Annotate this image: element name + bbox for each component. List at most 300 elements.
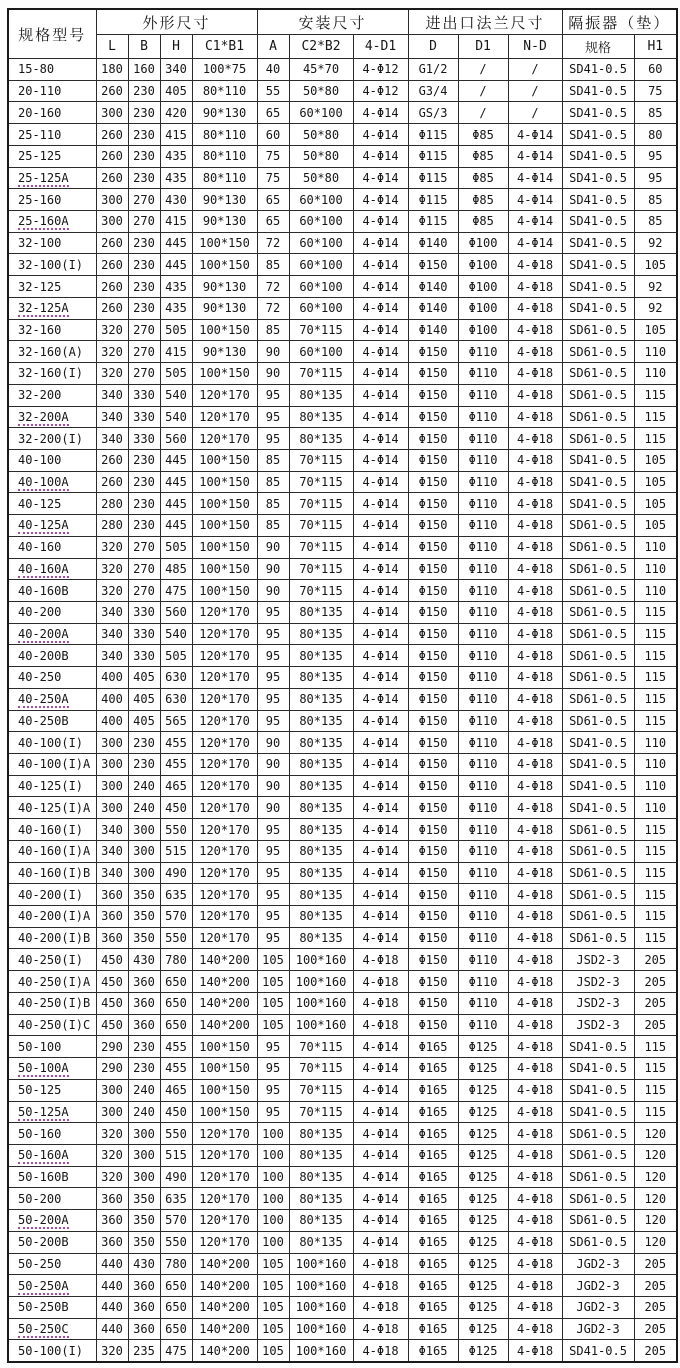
- value-cell: 240: [128, 775, 160, 797]
- value-cell: Φ110: [458, 558, 508, 580]
- value-cell: 4-Φ18: [508, 536, 562, 558]
- value-cell: 40: [257, 59, 289, 81]
- value-cell: 340: [96, 840, 128, 862]
- value-cell: 4-Φ14: [353, 384, 408, 406]
- value-cell: 80: [634, 124, 677, 146]
- table-row: [8, 840, 677, 862]
- table-row: [8, 449, 677, 471]
- value-cell: SD41-0.5: [562, 59, 634, 81]
- value-cell: 4-Φ18: [508, 319, 562, 341]
- value-cell: 340: [96, 384, 128, 406]
- value-cell: 95: [257, 1036, 289, 1058]
- value-cell: Φ110: [458, 754, 508, 776]
- value-cell: 4-Φ14: [353, 601, 408, 623]
- value-cell: 100*150: [192, 449, 257, 471]
- value-cell: SD41-0.5: [562, 493, 634, 515]
- value-cell: SD61-0.5: [562, 536, 634, 558]
- value-cell: 455: [160, 732, 192, 754]
- value-cell: 570: [160, 906, 192, 928]
- value-cell: 105: [257, 1318, 289, 1340]
- value-cell: 100*150: [192, 1101, 257, 1123]
- value-cell: 100*160: [289, 1275, 353, 1297]
- value-cell: SD61-0.5: [562, 601, 634, 623]
- value-cell: JSD2-3: [562, 971, 634, 993]
- value-cell: 4-Φ18: [508, 580, 562, 602]
- column-header-3-0: 规格: [562, 35, 634, 59]
- value-cell: 80*110: [192, 167, 257, 189]
- value-cell: Φ165: [408, 1231, 458, 1253]
- value-cell: 95: [257, 840, 289, 862]
- value-cell: Φ115: [408, 211, 458, 233]
- table-row: [8, 645, 677, 667]
- value-cell: 415: [160, 124, 192, 146]
- value-cell: 115: [634, 1058, 677, 1080]
- value-cell: 120: [634, 1166, 677, 1188]
- value-cell: SD41-0.5: [562, 754, 634, 776]
- model-cell: [8, 1036, 96, 1058]
- model-cell: [8, 1123, 96, 1145]
- model-cell: [8, 710, 96, 732]
- value-cell: 90: [257, 341, 289, 363]
- value-cell: 70*115: [289, 536, 353, 558]
- table-row: [8, 406, 677, 428]
- model-cell: [8, 449, 96, 471]
- value-cell: Φ110: [458, 862, 508, 884]
- value-cell: 455: [160, 1036, 192, 1058]
- value-cell: Φ110: [458, 667, 508, 689]
- model-cell: [8, 1101, 96, 1123]
- model-label: 15-80: [18, 62, 55, 77]
- value-cell: 100: [257, 1144, 289, 1166]
- value-cell: 4-Φ18: [508, 775, 562, 797]
- value-cell: 4-Φ18: [353, 1253, 408, 1275]
- value-cell: 635: [160, 884, 192, 906]
- value-cell: 450: [96, 992, 128, 1014]
- value-cell: SD41-0.5: [562, 1340, 634, 1362]
- value-cell: 240: [128, 1079, 160, 1101]
- table-row: [8, 254, 677, 276]
- value-cell: 230: [128, 167, 160, 189]
- value-cell: 95: [257, 710, 289, 732]
- value-cell: Φ85: [458, 145, 508, 167]
- value-cell: Φ165: [408, 1188, 458, 1210]
- value-cell: 440: [96, 1318, 128, 1340]
- table-row: [8, 754, 677, 776]
- value-cell: 90*130: [192, 341, 257, 363]
- column-header-1-1: C2*B2: [289, 35, 353, 59]
- model-cell: [8, 428, 96, 450]
- value-cell: 360: [128, 971, 160, 993]
- value-cell: 450: [96, 971, 128, 993]
- model-label: 40-250(I)B: [18, 996, 91, 1011]
- value-cell: SD41-0.5: [562, 775, 634, 797]
- value-cell: 230: [128, 515, 160, 537]
- value-cell: 4-Φ18: [508, 906, 562, 928]
- value-cell: 80*135: [289, 775, 353, 797]
- value-cell: 60*100: [289, 276, 353, 298]
- value-cell: Φ100: [458, 297, 508, 319]
- value-cell: 105: [634, 471, 677, 493]
- value-cell: Φ125: [458, 1036, 508, 1058]
- value-cell: 4-Φ12: [353, 80, 408, 102]
- value-cell: 4-Φ14: [353, 471, 408, 493]
- value-cell: /: [508, 59, 562, 81]
- value-cell: Φ165: [408, 1210, 458, 1232]
- value-cell: 80*135: [289, 1123, 353, 1145]
- table-row: [8, 906, 677, 928]
- value-cell: 70*115: [289, 1036, 353, 1058]
- value-cell: Φ110: [458, 971, 508, 993]
- model-label: 40-250B: [18, 713, 69, 728]
- table-row: [8, 688, 677, 710]
- value-cell: SD41-0.5: [562, 80, 634, 102]
- value-cell: 120*170: [192, 1123, 257, 1145]
- value-cell: Φ165: [408, 1253, 458, 1275]
- value-cell: 450: [96, 949, 128, 971]
- value-cell: 300: [96, 775, 128, 797]
- value-cell: SD61-0.5: [562, 927, 634, 949]
- model-cell: [8, 167, 96, 189]
- value-cell: 100*150: [192, 558, 257, 580]
- table-row: [8, 536, 677, 558]
- value-cell: 105: [634, 515, 677, 537]
- value-cell: 4-Φ18: [508, 384, 562, 406]
- value-cell: 260: [96, 145, 128, 167]
- value-cell: 90: [257, 580, 289, 602]
- value-cell: SD61-0.5: [562, 1231, 634, 1253]
- value-cell: 650: [160, 1318, 192, 1340]
- model-label: 40-160(I)B: [18, 865, 91, 880]
- value-cell: 90: [257, 536, 289, 558]
- model-label: 50-125A: [18, 1104, 69, 1119]
- value-cell: 300: [96, 102, 128, 124]
- value-cell: 4-Φ12: [353, 59, 408, 81]
- value-cell: 100*160: [289, 1318, 353, 1340]
- value-cell: 230: [128, 254, 160, 276]
- value-cell: GS/3: [408, 102, 458, 124]
- value-cell: SD61-0.5: [562, 710, 634, 732]
- value-cell: 350: [128, 1231, 160, 1253]
- value-cell: 4-Φ18: [508, 341, 562, 363]
- value-cell: 120*170: [192, 884, 257, 906]
- table-row: [8, 1144, 677, 1166]
- value-cell: 4-Φ18: [508, 363, 562, 385]
- value-cell: 80*135: [289, 884, 353, 906]
- value-cell: SD41-0.5: [562, 145, 634, 167]
- table-row: [8, 1079, 677, 1101]
- group-header-installation-dimensions: 安装尺寸: [257, 9, 408, 35]
- value-cell: 95: [634, 167, 677, 189]
- value-cell: 540: [160, 406, 192, 428]
- value-cell: 300: [96, 189, 128, 211]
- value-cell: 115: [634, 384, 677, 406]
- value-cell: 95: [257, 623, 289, 645]
- value-cell: 4-Φ14: [353, 840, 408, 862]
- table-row: [8, 471, 677, 493]
- value-cell: 4-Φ18: [508, 1210, 562, 1232]
- value-cell: 110: [634, 580, 677, 602]
- value-cell: JGD2-3: [562, 1275, 634, 1297]
- model-label: 40-250: [18, 670, 62, 685]
- value-cell: Φ115: [408, 167, 458, 189]
- model-label: 40-100: [18, 453, 62, 468]
- value-cell: 635: [160, 1188, 192, 1210]
- value-cell: 4-Φ14: [508, 189, 562, 211]
- value-cell: 120*170: [192, 384, 257, 406]
- value-cell: Φ125: [458, 1275, 508, 1297]
- value-cell: 300: [96, 797, 128, 819]
- value-cell: Φ110: [458, 601, 508, 623]
- value-cell: 80*135: [289, 1210, 353, 1232]
- model-cell: [8, 80, 96, 102]
- value-cell: 80*135: [289, 1166, 353, 1188]
- model-cell: [8, 102, 96, 124]
- value-cell: 445: [160, 254, 192, 276]
- value-cell: 120*170: [192, 862, 257, 884]
- value-cell: Φ150: [408, 797, 458, 819]
- model-label: 50-200B: [18, 1235, 69, 1250]
- table-row: [8, 363, 677, 385]
- model-label: 32-125: [18, 279, 62, 294]
- model-cell: [8, 1166, 96, 1188]
- value-cell: 120*170: [192, 754, 257, 776]
- column-header-2-1: D1: [458, 35, 508, 59]
- column-header-0-2: H: [160, 35, 192, 59]
- value-cell: Φ150: [408, 601, 458, 623]
- value-cell: 4-Φ18: [508, 732, 562, 754]
- value-cell: 105: [634, 319, 677, 341]
- model-label: 25-125: [18, 149, 62, 164]
- model-cell: [8, 211, 96, 233]
- value-cell: 350: [128, 884, 160, 906]
- value-cell: 180: [96, 59, 128, 81]
- value-cell: Φ150: [408, 428, 458, 450]
- value-cell: 4-Φ14: [353, 732, 408, 754]
- value-cell: 360: [96, 927, 128, 949]
- table-row: [8, 59, 677, 81]
- value-cell: 85: [257, 319, 289, 341]
- value-cell: Φ85: [458, 124, 508, 146]
- model-cell: [8, 1275, 96, 1297]
- value-cell: 65: [257, 189, 289, 211]
- value-cell: 105: [257, 949, 289, 971]
- value-cell: 650: [160, 992, 192, 1014]
- value-cell: 4-Φ14: [353, 167, 408, 189]
- value-cell: 4-Φ14: [353, 1231, 408, 1253]
- value-cell: 430: [128, 949, 160, 971]
- value-cell: SD61-0.5: [562, 341, 634, 363]
- value-cell: Φ150: [408, 688, 458, 710]
- value-cell: Φ110: [458, 623, 508, 645]
- value-cell: 230: [128, 493, 160, 515]
- value-cell: JSD2-3: [562, 949, 634, 971]
- model-label: 50-100A: [18, 1061, 69, 1076]
- value-cell: Φ100: [458, 319, 508, 341]
- value-cell: 80*135: [289, 1144, 353, 1166]
- value-cell: 120*170: [192, 601, 257, 623]
- model-cell: [8, 927, 96, 949]
- table-row: [8, 211, 677, 233]
- value-cell: 360: [128, 992, 160, 1014]
- table-row: [8, 341, 677, 363]
- value-cell: 570: [160, 1210, 192, 1232]
- value-cell: 360: [96, 1231, 128, 1253]
- value-cell: 4-Φ14: [353, 623, 408, 645]
- value-cell: 120*170: [192, 688, 257, 710]
- value-cell: 100*150: [192, 536, 257, 558]
- value-cell: 4-Φ18: [508, 688, 562, 710]
- value-cell: 70*115: [289, 1101, 353, 1123]
- value-cell: 115: [634, 906, 677, 928]
- value-cell: 330: [128, 384, 160, 406]
- model-cell: [8, 189, 96, 211]
- value-cell: G3/4: [408, 80, 458, 102]
- model-label: 40-160(I): [18, 822, 84, 837]
- value-cell: 4-Φ14: [353, 1058, 408, 1080]
- value-cell: Φ165: [408, 1079, 458, 1101]
- value-cell: 280: [96, 493, 128, 515]
- value-cell: 80*135: [289, 797, 353, 819]
- value-cell: SD61-0.5: [562, 319, 634, 341]
- model-label: 40-250(I)A: [18, 974, 91, 989]
- column-header-0-1: B: [128, 35, 160, 59]
- model-cell: [8, 840, 96, 862]
- value-cell: 100*160: [289, 992, 353, 1014]
- value-cell: SD61-0.5: [562, 1188, 634, 1210]
- value-cell: 4-Φ14: [353, 667, 408, 689]
- value-cell: Φ165: [408, 1036, 458, 1058]
- value-cell: 4-Φ18: [508, 710, 562, 732]
- model-cell: [8, 1231, 96, 1253]
- group-header-vibration-isolator: 隔振器（垫）: [562, 9, 677, 35]
- value-cell: 4-Φ14: [353, 906, 408, 928]
- value-cell: SD61-0.5: [562, 580, 634, 602]
- value-cell: SD61-0.5: [562, 515, 634, 537]
- value-cell: 230: [128, 102, 160, 124]
- value-cell: 95: [257, 645, 289, 667]
- table-row: [8, 276, 677, 298]
- value-cell: 160: [128, 59, 160, 81]
- model-label: 40-250(I): [18, 952, 84, 967]
- value-cell: 4-Φ14: [353, 1036, 408, 1058]
- value-cell: 90*130: [192, 102, 257, 124]
- value-cell: 100*160: [289, 1340, 353, 1362]
- model-label: 32-160(A): [18, 344, 84, 359]
- value-cell: SD61-0.5: [562, 558, 634, 580]
- table-row: [8, 884, 677, 906]
- value-cell: 80*135: [289, 1188, 353, 1210]
- value-cell: 4-Φ14: [353, 232, 408, 254]
- value-cell: Φ150: [408, 710, 458, 732]
- model-label: 40-200(I)A: [18, 909, 91, 924]
- value-cell: 4-Φ18: [353, 971, 408, 993]
- table-row: [8, 297, 677, 319]
- value-cell: 95: [257, 1079, 289, 1101]
- value-cell: 120*170: [192, 732, 257, 754]
- value-cell: Φ150: [408, 949, 458, 971]
- value-cell: 205: [634, 971, 677, 993]
- value-cell: Φ150: [408, 536, 458, 558]
- table-row: [8, 1036, 677, 1058]
- model-label: 40-125: [18, 496, 62, 511]
- value-cell: 320: [96, 1123, 128, 1145]
- value-cell: 4-Φ14: [508, 124, 562, 146]
- value-cell: SD61-0.5: [562, 1144, 634, 1166]
- value-cell: SD61-0.5: [562, 906, 634, 928]
- value-cell: 120: [634, 1210, 677, 1232]
- value-cell: 140*200: [192, 949, 257, 971]
- value-cell: 505: [160, 319, 192, 341]
- model-label: 32-125A: [18, 301, 69, 316]
- value-cell: 445: [160, 515, 192, 537]
- value-cell: SD61-0.5: [562, 884, 634, 906]
- value-cell: SD41-0.5: [562, 449, 634, 471]
- value-cell: 405: [160, 80, 192, 102]
- value-cell: 230: [128, 232, 160, 254]
- value-cell: 4-Φ14: [353, 1188, 408, 1210]
- value-cell: SD61-0.5: [562, 623, 634, 645]
- table-row: [8, 667, 677, 689]
- table-body: [8, 59, 677, 1363]
- value-cell: 280: [96, 515, 128, 537]
- value-cell: 80*135: [289, 732, 353, 754]
- value-cell: Φ85: [458, 211, 508, 233]
- value-cell: Φ125: [458, 1296, 508, 1318]
- value-cell: 320: [96, 319, 128, 341]
- table-row: [8, 124, 677, 146]
- model-label: 40-100(I)A: [18, 757, 91, 772]
- value-cell: Φ110: [458, 732, 508, 754]
- value-cell: Φ150: [408, 471, 458, 493]
- value-cell: Φ150: [408, 341, 458, 363]
- value-cell: Φ110: [458, 580, 508, 602]
- value-cell: 230: [128, 145, 160, 167]
- column-header-1-2: 4-D1: [353, 35, 408, 59]
- value-cell: Φ165: [408, 1340, 458, 1362]
- model-cell: [8, 406, 96, 428]
- model-label: 25-125A: [18, 170, 69, 185]
- value-cell: 110: [634, 341, 677, 363]
- value-cell: 70*115: [289, 1079, 353, 1101]
- value-cell: 550: [160, 927, 192, 949]
- value-cell: 70*115: [289, 558, 353, 580]
- value-cell: Φ125: [458, 1166, 508, 1188]
- value-cell: Φ125: [458, 1253, 508, 1275]
- value-cell: /: [458, 59, 508, 81]
- value-cell: 95: [257, 1101, 289, 1123]
- value-cell: 320: [96, 558, 128, 580]
- value-cell: 4-Φ18: [508, 1296, 562, 1318]
- value-cell: 115: [634, 927, 677, 949]
- model-cell: [8, 384, 96, 406]
- value-cell: 4-Φ18: [353, 949, 408, 971]
- value-cell: 110: [634, 363, 677, 385]
- value-cell: SD41-0.5: [562, 732, 634, 754]
- value-cell: 4-Φ14: [508, 167, 562, 189]
- value-cell: Φ110: [458, 710, 508, 732]
- value-cell: 95: [257, 862, 289, 884]
- table-row: [8, 862, 677, 884]
- model-cell: [8, 1296, 96, 1318]
- value-cell: 100: [257, 1188, 289, 1210]
- value-cell: 260: [96, 449, 128, 471]
- value-cell: 445: [160, 449, 192, 471]
- value-cell: 80*135: [289, 754, 353, 776]
- value-cell: 630: [160, 688, 192, 710]
- table-row: [8, 601, 677, 623]
- model-label: 50-200: [18, 1191, 62, 1206]
- value-cell: 440: [96, 1275, 128, 1297]
